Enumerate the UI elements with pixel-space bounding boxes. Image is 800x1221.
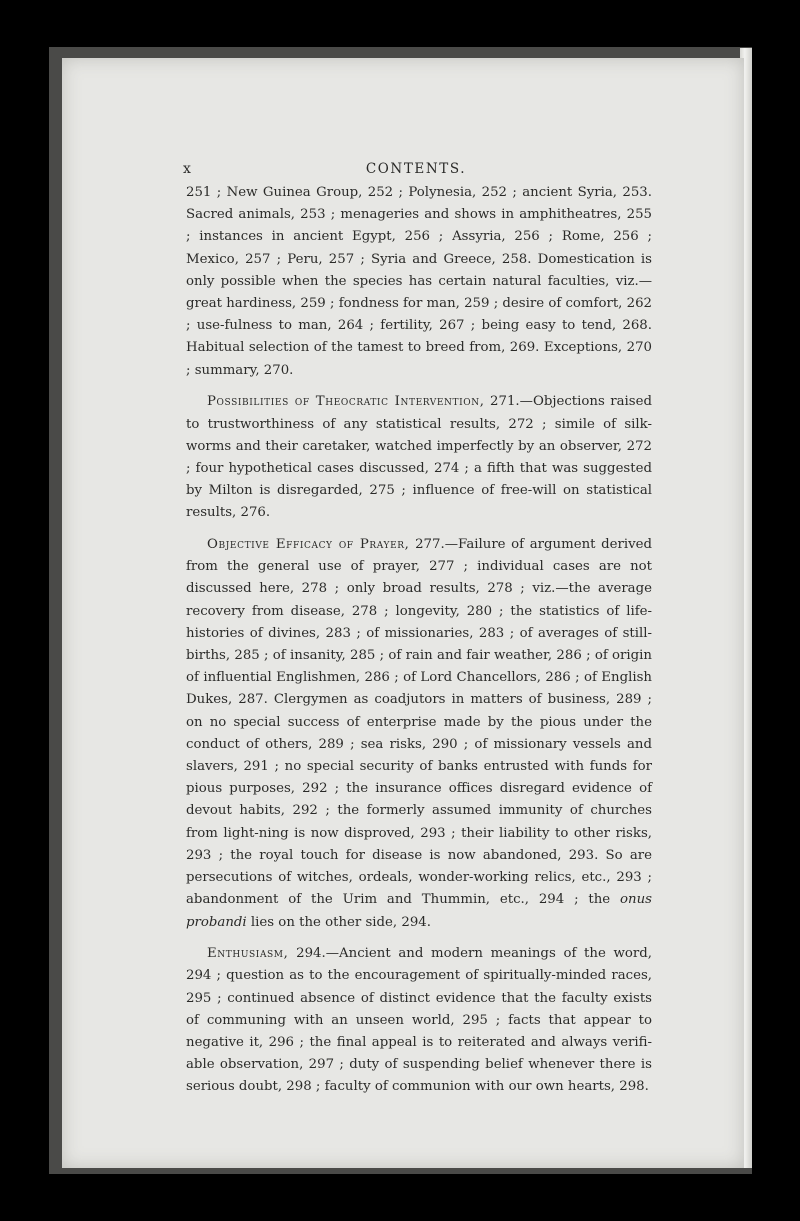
paragraph-text: 251 ; New Guinea Group, 252 ; Polynesia, 252 ; ancient Syria, 253. Sacred animals, 253 ; menageries and shows in amphitheatres, 255 ; instances in ancient Egypt, 256 ; Assyria, 256 ; Rome, 256 ; Mexico, 257 ; Peru, 257 ; Syria and Greece, 258. Domestication is only possible when the species has certain natural faculties, viz.—great hardiness, 259 ; fondness for man, 259 ; desire of comfort, 262 ; use-fulness to man, 264 ; fertility, 267 ; being easy to tend, 268. Habitual selection of the tamest to breed from, 269. Exceptions, 270 ; summary, 270. [186,185,652,378]
page-number: x [183,161,192,177]
paragraph-efficacy-of-prayer [186,534,652,934]
paragraph-theocratic-intervention [186,391,652,524]
paragraph-text: 277.—Failure of argument derived from the general use of prayer, 277 ; individual cases are not discussed here, 278 ; only broad results, 278 ; viz.—the average recovery from disease, 278 ; longevity, 280 ; the statistics of life-histories of divines, 283 ; of missionaries, 283 ; of averages of still-births, 285 ; of insanity, 285 ; of rain and fair weather, 286 ; of origin of influential Englishmen, 286 ; of Lord Chancellors, 286 ; of English Dukes, 287. Clergymen as coadjutors in matters of business, 289 ; on no special success of enterprise made by the pious under the conduct of others, 289 ; sea risks, 290 ; of missionary vessels and slavers, 291 ; no special security of banks entrusted with funds for pious purposes, 292 ; the insurance offices disregard evidence of devout habits, 292 ; the formerly assumed immunity of churches from light-ning is now disproved, 293 ; their liability to other risks, 293 ; the royal touch for disease is now abandoned, 293. So are persecutions of witches, ordeals, wonder-working relics, etc., 293 ; abandonment of the Urim and Thummin, etc., 294 ; the [186,537,652,908]
paragraph-text: 271.—Objections raised to trustworthiness of any statistical results, 272 ; simile of silk-worms and their caretaker, watched imperfectly by an observer, 272 ; four hypothetical cases discussed, 274 ; a fifth that was suggested by Milton is disregarded, 275 ; influence of free-will on statistical results, 276. [186,394,652,521]
paragraph-domestication [186,182,652,382]
section-heading: Objective Efficacy of Prayer, [207,537,410,553]
section-heading: Possibilities of Theocratic Intervention, [207,394,485,410]
section-heading: Enthusiasm, [207,946,289,962]
italic-phrase: onus probandi [186,892,652,930]
paragraph-text: 294.—Ancient and modern meanings of the word, 294 ; question as to the encouragement of spiritually-minded races, 295 ; continued absence of distinct evidence that the faculty exists of communing with an unseen world, 295 ; facts that appear to negative it, 296 ; the final appeal is to reiterated and always verifi-able observation, 297 ; duty of suspending belief whenever there is serious doubt, 298 ; faculty of communion with our own hearts, 298. [186,946,652,1095]
contents-body [186,182,652,1108]
paragraph-enthusiasm [186,943,652,1098]
running-title: CONTENTS. [365,161,467,177]
paragraph-text: lies on the other side, 294. [246,914,431,930]
